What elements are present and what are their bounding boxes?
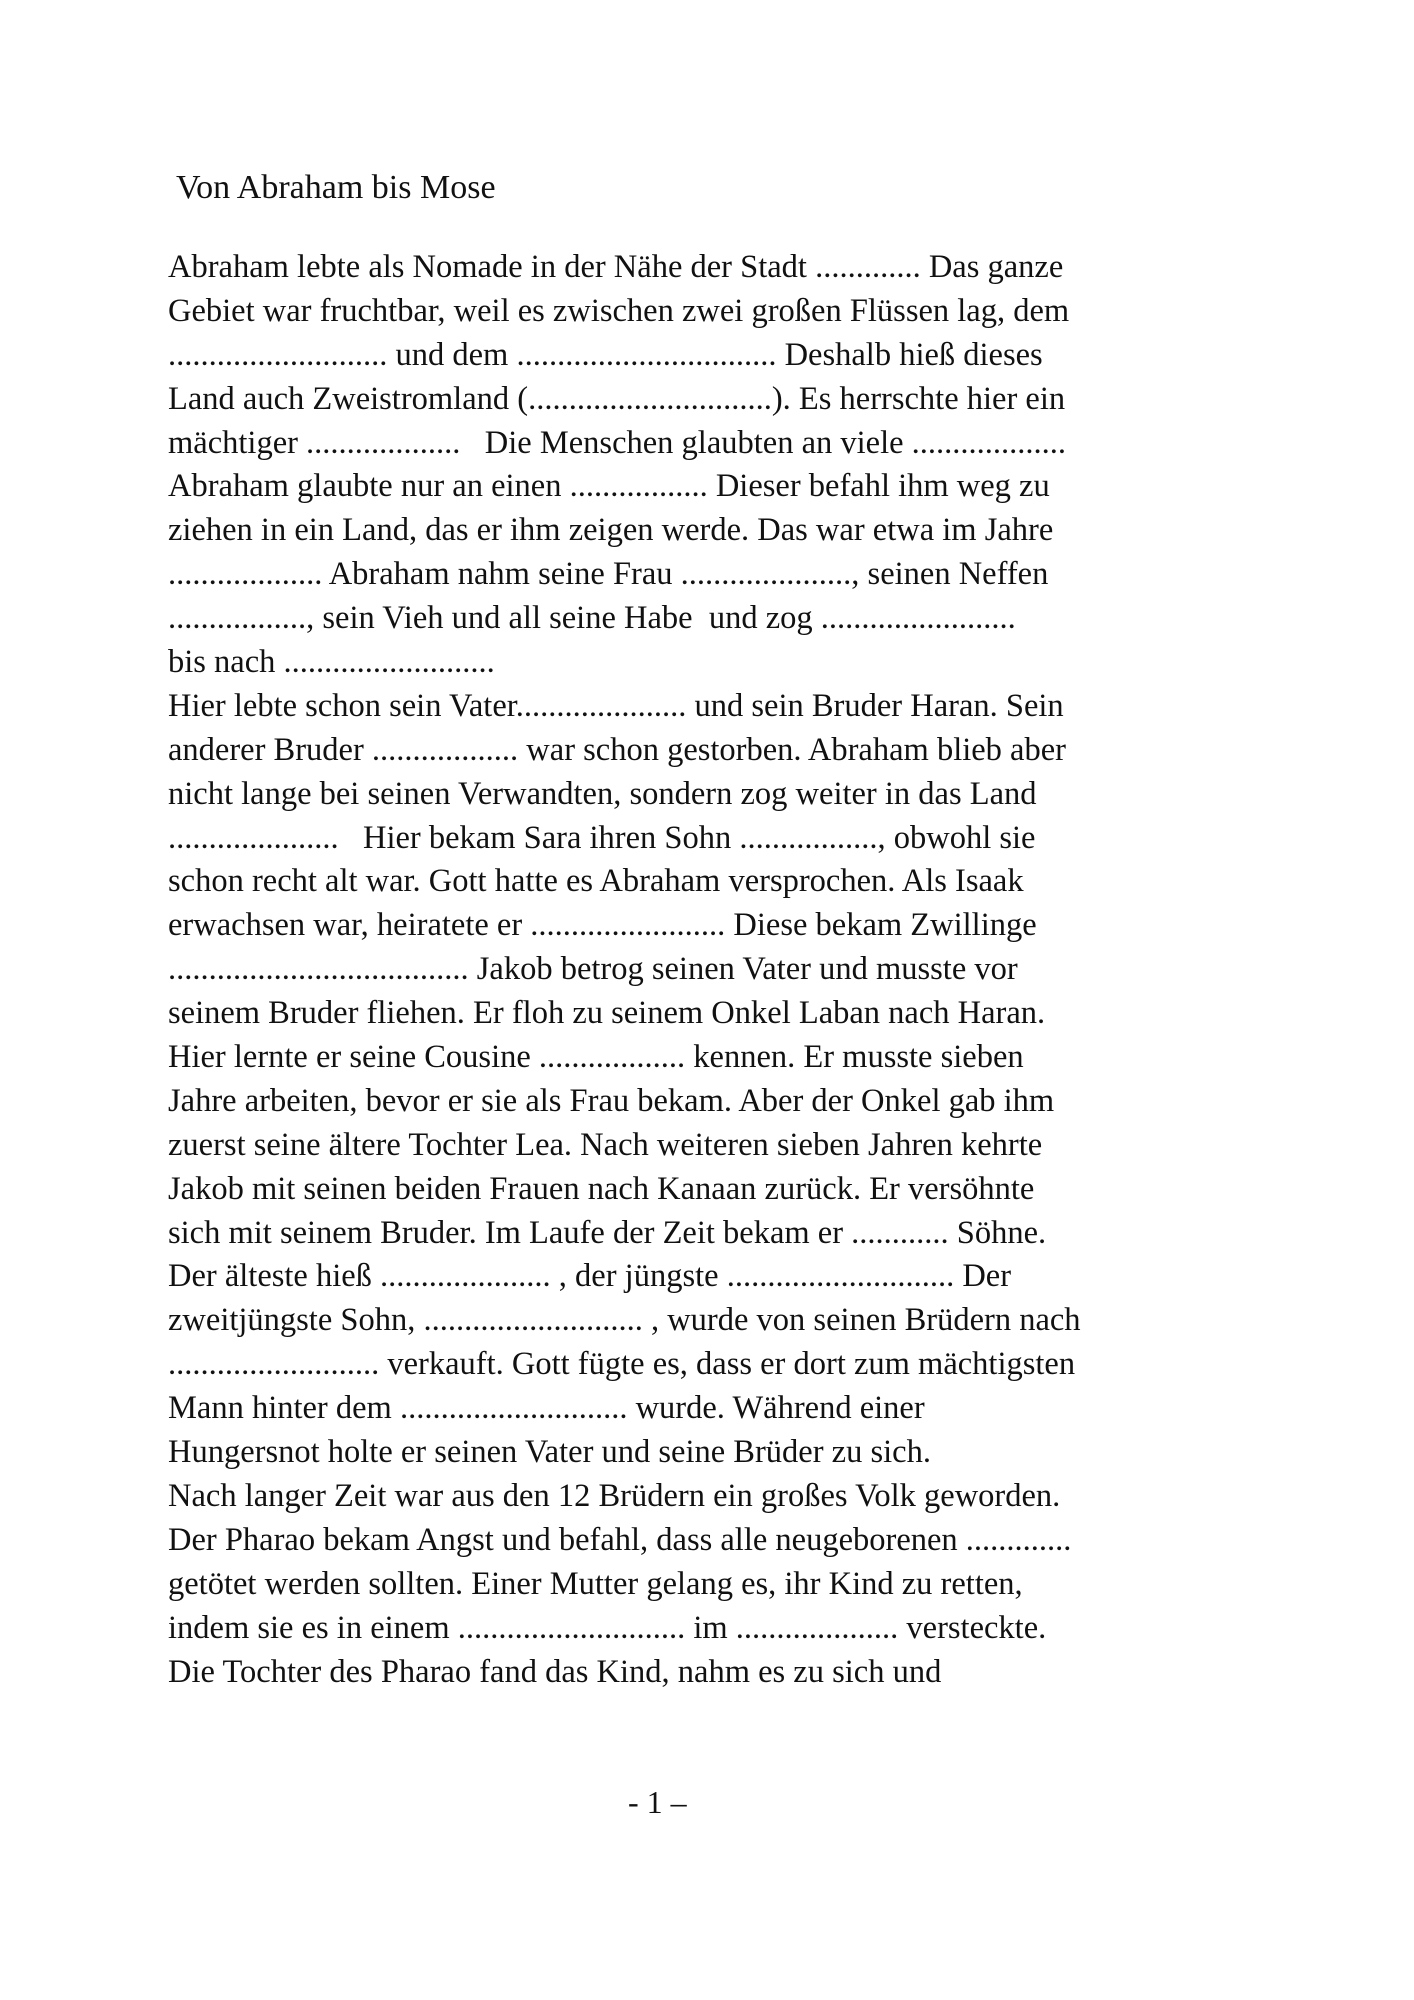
text-line: getötet werden sollten. Einer Mutter gelang es, ihr Kind zu retten, <box>168 1565 1023 1602</box>
text-line: ................... Abraham nahm seine Frau ....................., seinen Neffen <box>168 556 1049 593</box>
text-line: ziehen in ein Land, das er ihm zeigen werde. Das war etwa im Jahre <box>168 512 1054 549</box>
text-line: ........................... und dem ................................ Deshalb hieß dieses <box>168 336 1043 373</box>
text-line: .......................... verkauft. Gott fügte es, dass er dort zum mächtigsten <box>168 1346 1076 1383</box>
text-line: schon recht alt war. Gott hatte es Abraham versprochen. Als Isaak <box>168 863 1024 900</box>
text-line: ..................................... Jakob betrog seinen Vater und musste vor <box>168 951 1018 988</box>
text-line: bis nach .......................... <box>168 644 495 681</box>
text-line: erwachsen war, heiratete er ........................ Diese bekam Zwillinge <box>168 907 1037 944</box>
text-line: ..................... Hier bekam Sara ihren Sohn ................., obwohl sie <box>168 819 1036 856</box>
text-line: Hier lernte er seine Cousine .................. kennen. Er musste sieben <box>168 1039 1024 1076</box>
text-line: zweitjüngste Sohn, ........................... , wurde von seinen Brüdern nach <box>168 1302 1081 1339</box>
text-line: Gebiet war fruchtbar, weil es zwischen zwei großen Flüssen lag, dem <box>168 292 1070 329</box>
text-line: Abraham lebte als Nomade in der Nähe der Stadt ............. Das ganze <box>168 249 1064 285</box>
text-line: indem sie es in einem ............................ im .................... versteckte. <box>168 1609 1047 1646</box>
text-line: Die Tochter des Pharao fand das Kind, nahm es zu sich und <box>168 1653 942 1690</box>
page-number: - 1 – <box>628 1784 687 1820</box>
text-line: nicht lange bei seinen Verwandten, sondern zog weiter in das Land <box>168 775 1037 812</box>
text-line: zuerst seine ältere Tochter Lea. Nach weiteren sieben Jahren kehrte <box>168 1126 1043 1163</box>
text-line: Hier lebte schon sein Vater..................... und sein Bruder Haran. Sein <box>168 687 1064 724</box>
page-title: Von Abraham bis Mose <box>176 169 496 206</box>
text-line: anderer Bruder .................. war schon gestorben. Abraham blieb aber <box>168 731 1066 768</box>
text-line: Nach langer Zeit war aus den 12 Brüdern ein großes Volk geworden. <box>168 1477 1061 1514</box>
text-line: mächtiger ................... Die Menschen glaubten an viele ................... <box>168 424 1067 461</box>
text-line: ................., sein Vieh und all seine Habe und zog ........................ <box>168 600 1016 637</box>
text-line: Jahre arbeiten, bevor er sie als Frau bekam. Aber der Onkel gab ihm <box>168 1082 1055 1119</box>
text-line: seinem Bruder fliehen. Er floh zu seinem Onkel Laban nach Haran. <box>168 995 1046 1032</box>
text-line: Abraham glaubte nur an einen ................. Dieser befahl ihm weg zu <box>168 468 1050 505</box>
text-line: Jakob mit seinen beiden Frauen nach Kanaan zurück. Er versöhnte <box>168 1170 1035 1207</box>
text-line: Der Pharao bekam Angst und befahl, dass alle neugeborenen ............. <box>168 1521 1072 1558</box>
text-line: Hungersnot holte er seinen Vater und seine Brüder zu sich. <box>168 1434 931 1471</box>
text-line: Land auch Zweistromland (..............................). Es herrschte hier ein <box>168 380 1066 417</box>
text-line: sich mit seinem Bruder. Im Laufe der Zeit bekam er ............ Söhne. <box>168 1214 1047 1251</box>
cloze-text <box>168 246 1308 1694</box>
text-line: Der älteste hieß ..................... , der jüngste ............................ Der <box>168 1258 1012 1295</box>
text-line: Mann hinter dem ............................ wurde. Während einer <box>168 1390 925 1427</box>
